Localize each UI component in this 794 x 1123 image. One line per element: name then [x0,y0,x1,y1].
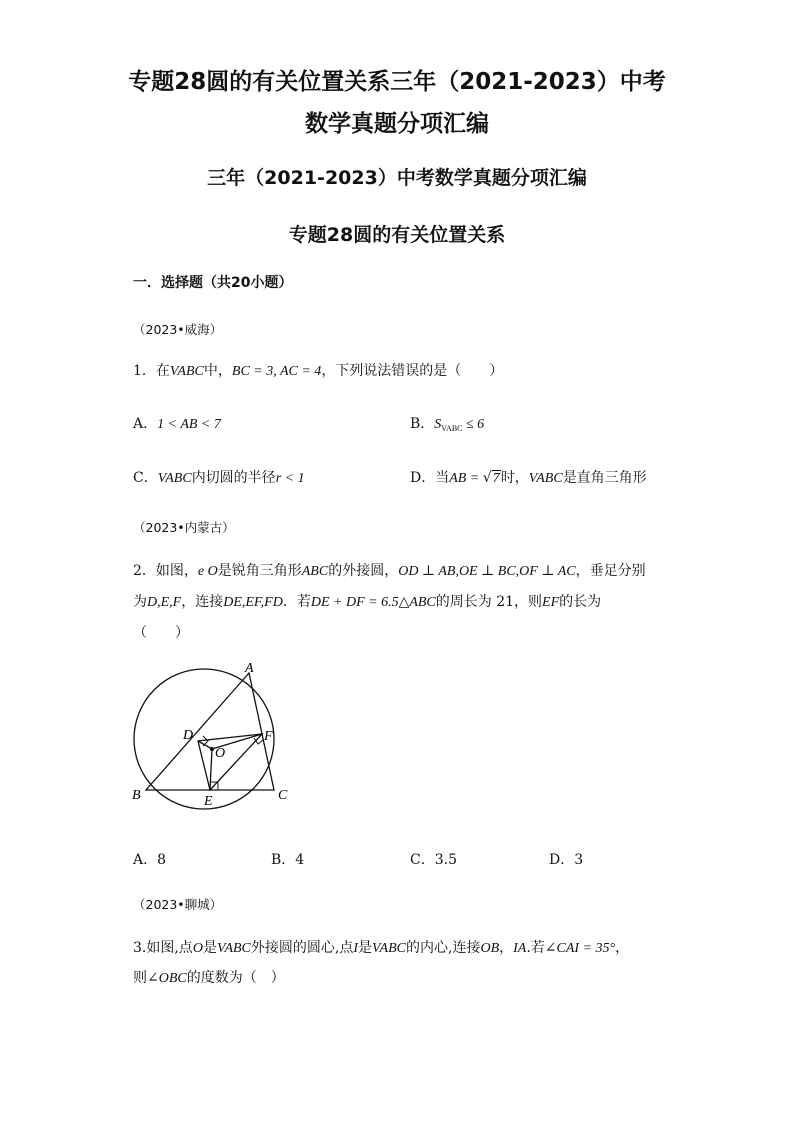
q3-stem-line2: 则∠OBC的度数为（ ） [133,970,285,986]
label-a: A [245,661,254,676]
q2-stem-line1: 2．如图，e O是锐角三角形ABC的外接圆，OD ⊥ AB,OE ⊥ BC,OF ⊥ AC，垂足分别 [133,563,646,579]
center-point [210,747,214,751]
q2-option-a[interactable]: A．8 [133,852,167,868]
doc-subtitle: 三年（2021-2023）中考数学真题分项汇编 [207,167,587,189]
q2-figure [126,660,298,810]
label-e: E [204,794,213,809]
sqrt-sign: √ [482,470,492,486]
triangle-def [198,734,262,790]
section-heading: 一．选择题（共20小题） [133,275,293,291]
q1-option-b[interactable]: B．$S_{VABC} \le 6$ [410,416,485,433]
doc-topic: 专题28圆的有关位置关系 [288,224,506,246]
q2-option-b[interactable]: B．4 [271,852,305,868]
q1-option-a[interactable]: A．1 < AB < 7 [133,416,221,432]
q1-option-c[interactable]: C．VABC内切圆的半径r < 1 [133,470,305,486]
q2-stem-line2: 为D,E,F，连接DE,EF,FD．若DE + DF = 6.5△ABC的周长为 21，则EF的长为 [133,594,602,610]
label-f: F [264,729,273,744]
q3-stem-line1: 3.如图,点O是VABC外接圆的圆心,点I是VABC的内心,连接OB，IA.若∠CAI = 35°， [133,940,630,956]
label-o: O [215,746,226,761]
doc-title-line1: 专题28圆的有关位置关系三年（2021-2023）中考 [128,69,666,95]
doc-title-line2: 数学真题分项汇编 [305,111,489,137]
q1-option-d[interactable]: D．当AB = √7时，VABC是直角三角形 [410,470,647,486]
label-c: C [278,788,288,803]
q1-source: （2023•威海） [133,322,223,337]
q2-source: （2023•内蒙古） [133,520,235,535]
label-d: D [183,728,194,743]
segment-oe [210,749,212,790]
q2-answer-bracket: （ ） [133,625,189,641]
q2-option-c[interactable]: C．3.5 [410,852,457,868]
q1-stem: 1．在VABC中，BC = 3, AC = 4，下列说法错误的是（ ） [133,363,504,379]
q2-option-d[interactable]: D．3 [549,852,584,868]
label-b: B [132,788,141,803]
q3-source: （2023•聊城） [133,897,223,912]
